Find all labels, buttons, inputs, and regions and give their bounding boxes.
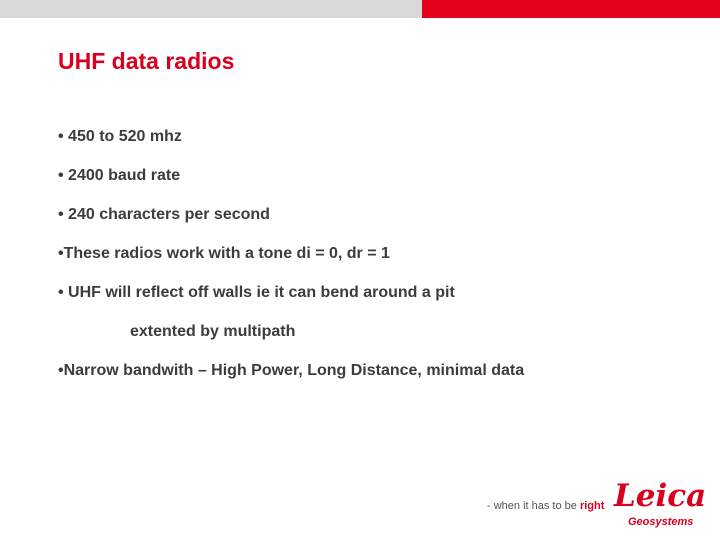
bullet-reflect: • UHF will reflect off walls ie it can bend around a pit	[58, 284, 455, 301]
bullet-bandwidth: •Narrow bandwith – High Power, Long Distance, minimal data	[58, 362, 525, 379]
leica-logo	[614, 478, 714, 534]
bullet-characters: • 240 characters per second	[58, 206, 270, 223]
bullet-reflect-continuation: extented by multipath	[130, 323, 296, 340]
bullet-baud-rate: • 2400 baud rate	[58, 167, 181, 184]
bullet-frequency: • 450 to 520 mhz	[58, 128, 182, 145]
footer-tagline	[487, 500, 604, 512]
logo-wordmark: Leica	[614, 478, 707, 514]
bullet-tone: •These radios work with a tone di = 0, dr = 1	[58, 245, 390, 262]
tagline-accent: right	[579, 500, 605, 512]
tagline-prefix: - when it has to be	[487, 500, 580, 512]
top-grey-bar	[0, 0, 422, 18]
logo-subtitle: Geosystems	[628, 516, 694, 528]
top-red-bar	[422, 0, 720, 18]
slide-title: UHF data radios	[58, 48, 235, 74]
